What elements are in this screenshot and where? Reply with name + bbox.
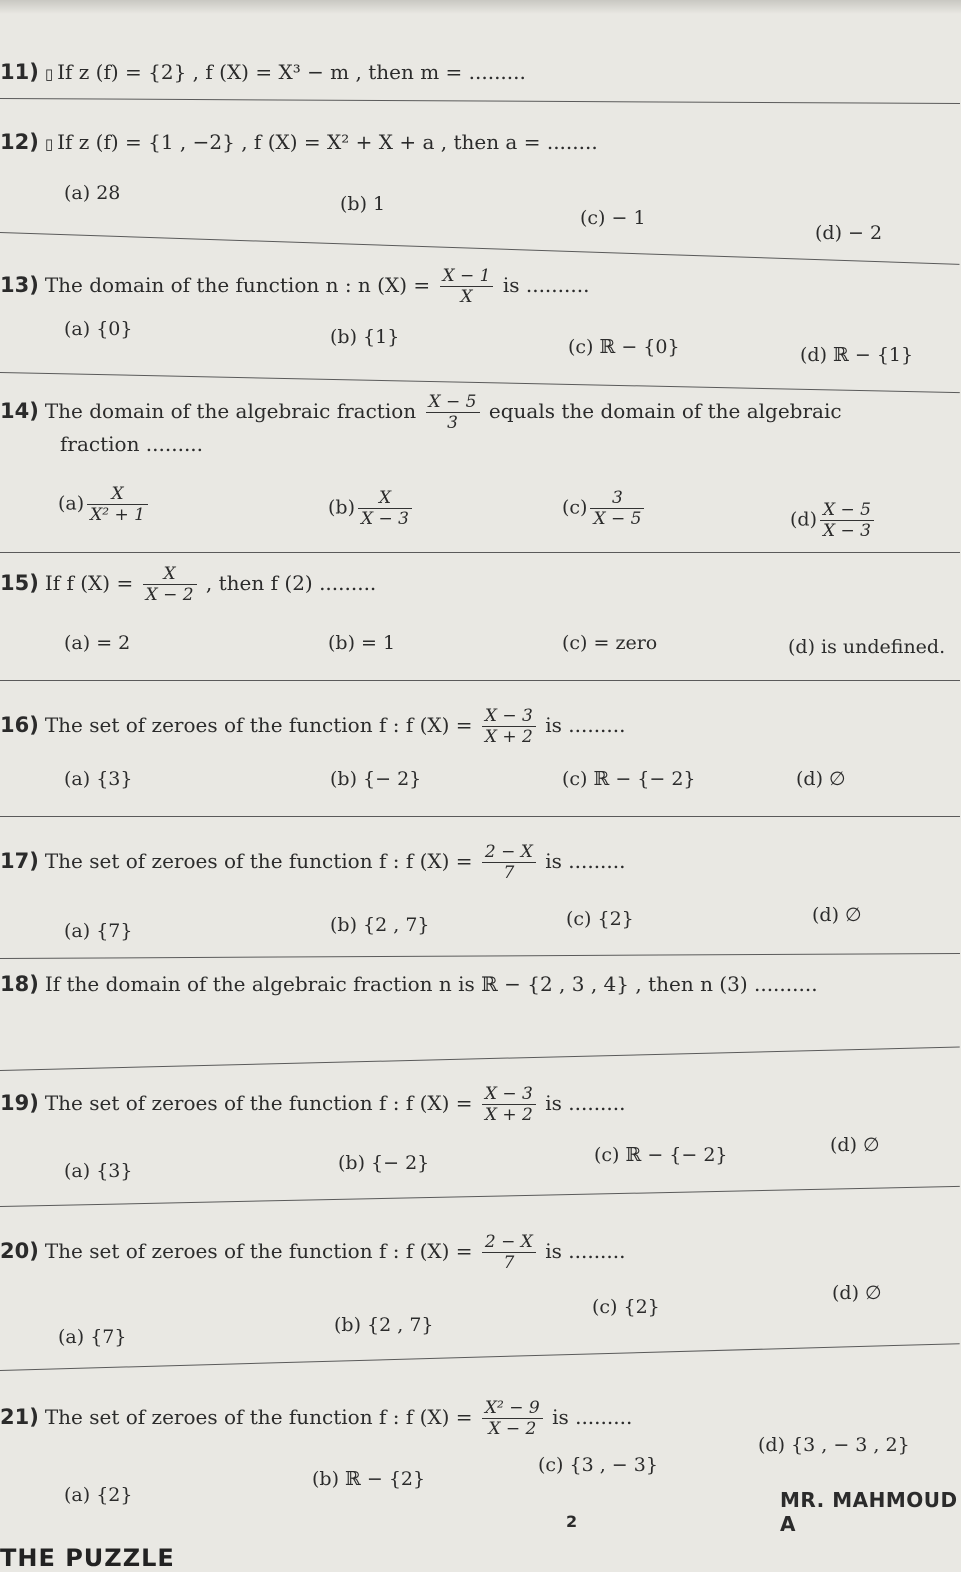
question-14-line-2: fraction .........: [60, 432, 204, 456]
fraction: $\frac{X - 3}{X + 2}$: [482, 706, 536, 747]
option-c[interactable]: (c) ℝ − {0}: [568, 336, 680, 358]
brand-logo: THE PUZZLE: [0, 1544, 175, 1572]
book-icon: ▯: [44, 65, 54, 83]
option-d[interactable]: (d) ℝ − {1}: [800, 344, 914, 366]
fraction: $\frac{X - 1}{X}$: [440, 266, 494, 307]
divider: [0, 1047, 960, 1071]
option-b[interactable]: (b) 1: [340, 193, 386, 215]
option-b[interactable]: (b) {− 2}: [330, 768, 422, 790]
fraction: $\frac{X}{X - 2}$: [143, 564, 197, 605]
option-a[interactable]: (a) {7}: [64, 920, 133, 942]
divider: [0, 1343, 960, 1371]
question-20: 20) The set of zeroes of the function f : f (X) = $\frac{2 - X}{7}$ is .........: [0, 1232, 626, 1273]
divider: [0, 680, 960, 681]
option-c[interactable]: (c) $\frac{3}{X - 5}$: [562, 488, 647, 529]
fraction: $\frac{2 - X}{7}$: [482, 1232, 536, 1273]
option-d[interactable]: (d) $\frac{X - 5}{X - 3}$: [790, 500, 877, 541]
page-top-edge: [0, 0, 961, 14]
option-a[interactable]: (a) {0}: [64, 318, 133, 340]
fraction: $\frac{X - 3}{X + 2}$: [482, 1084, 536, 1125]
option-d[interactable]: (d) ∅: [812, 904, 862, 926]
divider: [0, 816, 960, 817]
author-name: MR. MAHMOUD A: [780, 1488, 958, 1536]
divider: [0, 98, 960, 104]
divider: [0, 552, 960, 553]
option-a[interactable]: (a) {7}: [58, 1326, 127, 1348]
option-b[interactable]: (b) {− 2}: [338, 1152, 430, 1174]
option-c[interactable]: (c) ℝ − {− 2}: [562, 768, 696, 790]
option-d[interactable]: (d) {3 , − 3 , 2}: [758, 1434, 910, 1456]
divider: [0, 372, 960, 393]
divider: [0, 1186, 960, 1207]
option-a[interactable]: (a) {3}: [64, 768, 133, 790]
option-c[interactable]: (c) − 1: [580, 207, 646, 229]
option-b[interactable]: (b) ℝ − {2}: [312, 1468, 426, 1490]
page-number: 2: [566, 1512, 578, 1531]
option-c[interactable]: (c) {2}: [592, 1296, 660, 1318]
fraction: $\frac{\text{X² − 9}}{X - 2}$: [482, 1398, 543, 1439]
question-14: 14) The domain of the algebraic fraction $\frac{X - 5}{3}$ equals the domain of the algebraic: [0, 392, 842, 433]
option-a[interactable]: (a) {2}: [64, 1484, 133, 1506]
option-d[interactable]: (d) ∅: [796, 768, 846, 790]
option-b[interactable]: (b) $\frac{X}{X - 3}$: [328, 488, 415, 529]
question-12: 12) ▯ If z (f) = {1 , −2} , f (X) = X² + X + a , then a = ........: [0, 130, 598, 154]
option-c[interactable]: (c) {3 , − 3}: [538, 1454, 658, 1476]
option-a[interactable]: (a) $\frac{X}{\text{X² + 1}}$: [58, 484, 151, 525]
book-icon: ▯: [44, 135, 54, 153]
option-d[interactable]: (d) ∅: [832, 1282, 882, 1304]
question-18: 18) If the domain of the algebraic fraction n is ℝ − {2 , 3 , 4} , then n (3) ..........: [0, 972, 818, 996]
option-a[interactable]: (a) 28: [64, 182, 121, 204]
option-b[interactable]: (b) {2 , 7}: [334, 1314, 434, 1336]
question-13: 13) The domain of the function n : n (X) = $\frac{X - 1}{X}$ is ..........: [0, 266, 590, 307]
option-a[interactable]: (a) {3}: [64, 1160, 133, 1182]
question-11: 11) ▯ If z (f) = {2} , f (X) = X³ − m , then m = .........: [0, 60, 526, 84]
fraction: $\frac{2 - X}{7}$: [482, 842, 536, 883]
question-15: 15) If f (X) = $\frac{X}{X - 2}$ , then f (2) .........: [0, 564, 377, 605]
question-17: 17) The set of zeroes of the function f : f (X) = $\frac{2 - X}{7}$ is .........: [0, 842, 626, 883]
question-19: 19) The set of zeroes of the function f : f (X) = $\frac{X - 3}{X + 2}$ is .........: [0, 1084, 626, 1125]
option-b[interactable]: (b) {1}: [330, 326, 400, 348]
option-d[interactable]: (d) ∅: [830, 1134, 880, 1156]
question-16: 16) The set of zeroes of the function f : f (X) = $\frac{X - 3}{X + 2}$ is .........: [0, 706, 626, 747]
option-d[interactable]: (d) − 2: [815, 222, 883, 244]
option-c[interactable]: (c) ℝ − {− 2}: [594, 1144, 728, 1166]
fraction: $\frac{X - 5}{3}$: [426, 392, 480, 433]
option-b[interactable]: (b) = 1: [328, 632, 396, 654]
option-c[interactable]: (c) = zero: [562, 632, 658, 654]
divider: [0, 953, 960, 959]
option-a[interactable]: (a) = 2: [64, 632, 131, 654]
option-d[interactable]: (d) is undefined.: [788, 636, 946, 658]
option-b[interactable]: (b) {2 , 7}: [330, 914, 430, 936]
question-21: 21) The set of zeroes of the function f : f (X) = $\frac{\text{X² − 9}}{X - 2}$ is .........: [0, 1398, 633, 1439]
option-c[interactable]: (c) {2}: [566, 908, 634, 930]
